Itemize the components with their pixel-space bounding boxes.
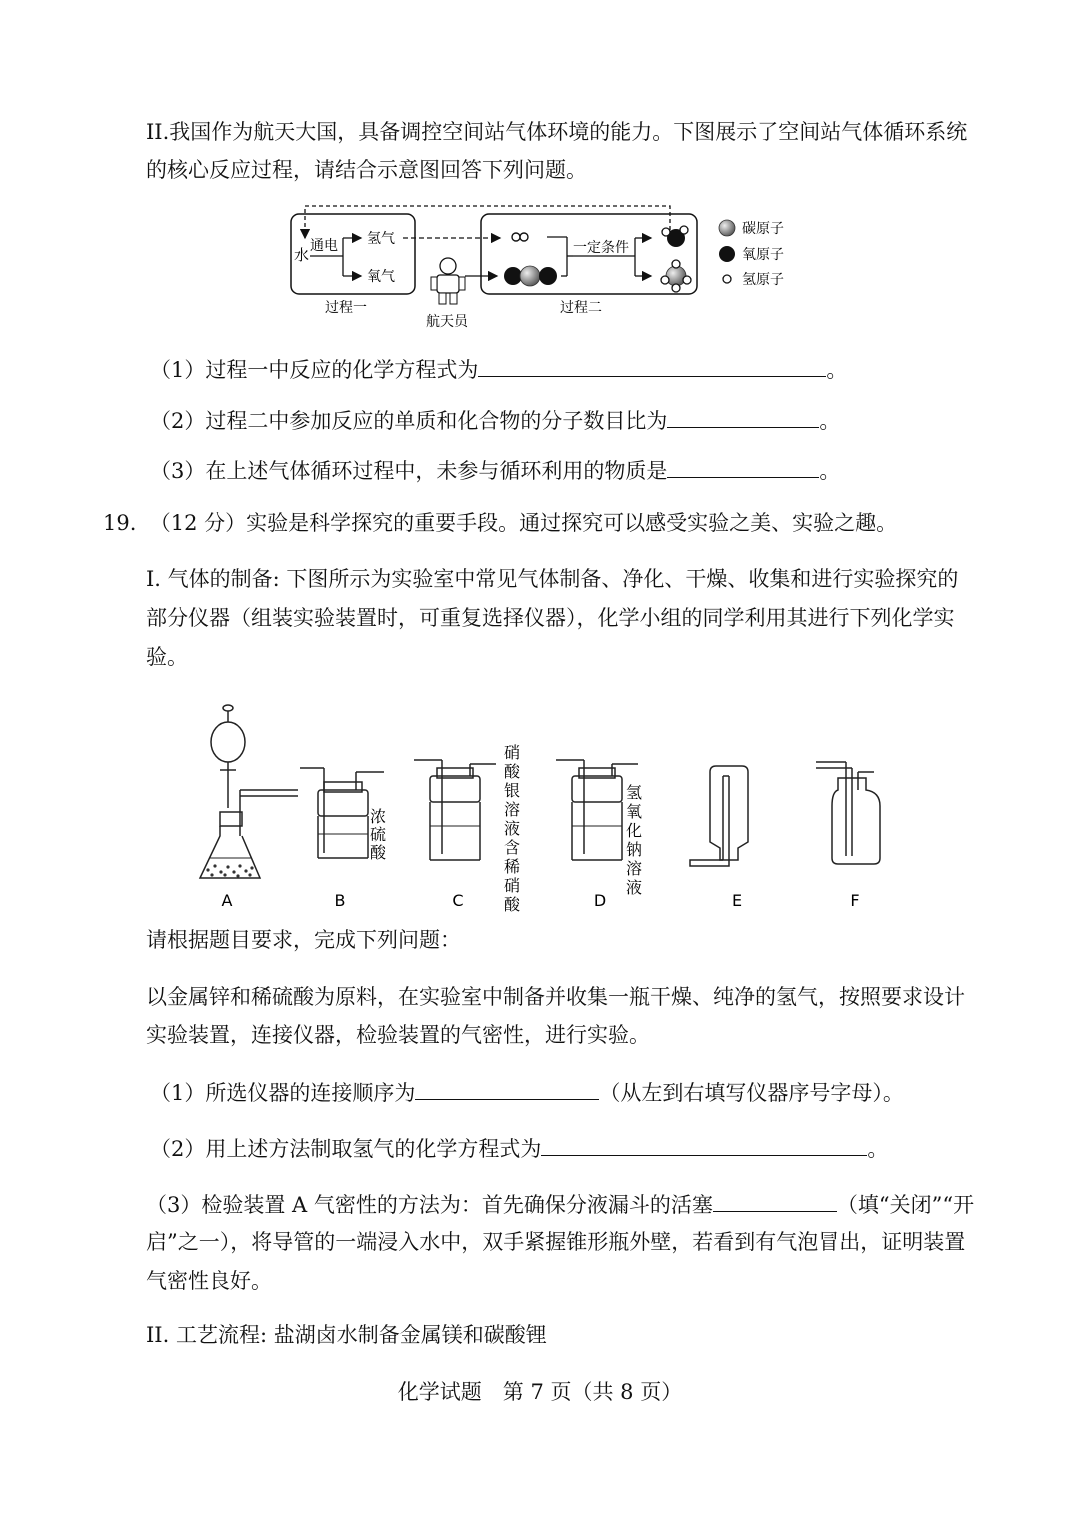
question-2-3: （3）在上述气体循环过程中，未参与循环利用的物质是 。 [150,455,840,485]
part2-title: II. 工艺流程: 盐湖卤水制备金属镁和碳酸锂 [146,1323,547,1347]
svg-text:氢: 氢 [626,783,643,802]
question-19-1: （1）所选仪器的连接顺序为 （从左到右填写仪器序号字母）。 [150,1077,904,1107]
answer-blank-2-3[interactable] [667,455,819,478]
svg-text:化: 化 [626,821,643,840]
instruction-prompt: 请根据题目要求，完成下列问题： [146,928,461,952]
svg-text:溶: 溶 [504,800,521,819]
answer-blank-2-2[interactable] [667,405,819,428]
hydrogen-atom-icon [723,275,731,283]
reagent-c-label [504,743,521,914]
process2-label: 过程二 [560,300,602,316]
label-c: C [452,891,464,910]
answer-blank-19-3[interactable] [713,1189,837,1212]
section2-intro-line2: 的核心反应过程，请结合示意图回答下列问题。 [146,158,587,182]
hydrogen-label: 氢气 [367,231,395,247]
water-label: 水 [294,246,310,264]
oxygen-label: 氧气 [367,269,395,285]
question-2-1: （1）过程一中反应的化学方程式为 。 [150,354,847,384]
svg-text:酸: 酸 [504,895,521,914]
label-b: B [334,891,346,910]
section2-intro-line1: II.我国作为航天大国，具备调控空间站气体环境的能力。下图展示了空间站气体循环系统 [146,120,968,144]
question-19-3: （3）检验装置 A 气密性的方法为：首先确保分液漏斗的活塞 （填“关闭”“开 [146,1189,974,1219]
astronaut-label: 航天员 [426,314,468,330]
svg-text:液: 液 [504,819,521,838]
label-f: F [850,891,860,910]
apparatus-a [200,705,298,878]
svg-text:酸: 酸 [504,762,521,781]
part1-line3: 验。 [146,645,188,669]
page-footer: 化学试题 第 7 页（共 8 页） [397,1380,683,1404]
answer-blank-19-2[interactable] [541,1133,867,1156]
svg-text:浓: 浓 [370,807,387,826]
svg-text:含: 含 [504,838,521,857]
apparatus-c [414,760,496,860]
label-d: D [593,891,607,910]
svg-text:稀: 稀 [504,857,521,876]
svg-text:氧: 氧 [626,802,643,821]
svg-text:酸: 酸 [370,843,387,862]
astronaut-icon [431,258,465,304]
reagent-d-label [626,783,642,897]
apparatus-e [690,766,748,866]
svg-text:硝: 硝 [504,876,521,895]
legend-hydrogen: 氢原子 [742,272,784,288]
carbon-atom-icon [719,220,735,236]
zinc-granules [206,864,253,877]
legend-oxygen: 氧原子 [742,247,784,263]
condition-label: 一定条件 [573,240,629,256]
reagent-b-label [370,807,387,862]
apparatus-figure [190,698,910,916]
label-e: E [731,891,743,910]
part1-line1: I. 气体的制备: 下图所示为实验室中常见气体制备、净化、干燥、收集和进行实验探究的 [146,567,959,591]
svg-text:硫: 硫 [370,825,387,844]
question-19-2: （2）用上述方法制取氢气的化学方程式为 。 [150,1133,888,1163]
oxygen-atom-icon [719,246,735,262]
part1-line2: 部分仪器（组装实验装置时，可重复选择仪器），化学小组的同学利用其进行下列化学实 [146,606,955,630]
answer-blank-19-1[interactable] [415,1077,599,1100]
svg-text:钠: 钠 [626,840,643,859]
label-a: A [221,891,233,910]
question-19-3-line3: 气密性良好。 [146,1269,272,1293]
svg-text:液: 液 [626,878,643,897]
task-line2: 实验装置，连接仪器，检验装置的气密性，进行实验。 [146,1023,650,1047]
legend-carbon: 碳原子 [742,221,784,237]
electrolysis-label: 通电 [310,238,338,254]
question-19-3-line2: 启”之一），将导管的一端浸入水中，双手紧握锥形瓶外壁，若看到有气泡冒出，证明装置 [146,1230,966,1254]
answer-blank-2-1[interactable] [478,354,826,377]
svg-text:溶: 溶 [626,859,643,878]
question-2-2: （2）过程二中参加反应的单质和化合物的分子数目比为 。 [150,405,840,435]
apparatus-f [816,762,880,864]
question-19-header: 19. （12 分）实验是科学探究的重要手段。通过探究可以感受实验之美、实验之趣。 [103,511,898,535]
process1-label: 过程一 [325,300,367,316]
svg-text:硝: 硝 [504,743,521,762]
task-line1: 以金属锌和稀硫酸为原料，在实验室中制备并收集一瓶干燥、纯净的氢气，按照要求设计 [146,985,965,1009]
gas-cycle-diagram [285,198,805,334]
svg-text:银: 银 [504,781,521,800]
